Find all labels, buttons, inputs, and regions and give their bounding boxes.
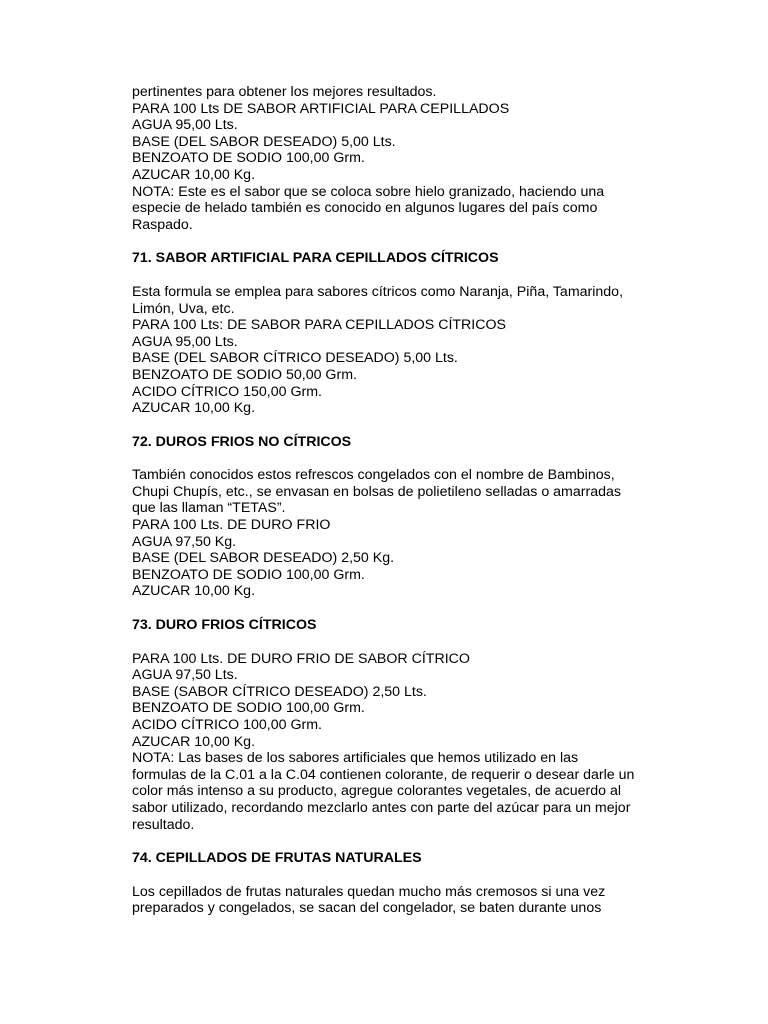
text-line: ACIDO CÍTRICO 100,00 Grm. [132,717,322,733]
spacer [132,233,652,250]
text-line: BASE (DEL SABOR CÍTRICO DESEADO) 5,00 Lts. [132,350,458,367]
spacer [132,833,652,850]
text-line: AZUCAR 10,00 Kg. [132,733,256,750]
text-line: Limón, Uva, etc. [132,300,235,317]
text-line: AGUA 97,50 Lts. [132,667,238,684]
text-line: También conocidos estos refrescos congelados con el nombre de Bambinos, [132,467,615,484]
text-line: NOTA: Las bases de los sabores artificiales que hemos utilizado en las [132,750,579,767]
section-heading: 71. SABOR ARTIFICIAL PARA CEPILLADOS CÍTRICOS [132,250,499,267]
intro-block [132,84,652,233]
text-line: resultado. [132,816,195,833]
section-73 [132,617,652,833]
text-line: especie de helado también es conocido en algunos lugares del país como [132,200,598,217]
spacer [132,600,652,617]
text-line: sabor utilizado, recordando mezclarlo antes con parte del azúcar para un mejor [132,799,631,816]
text-line: AGUA 97,50 Kg. [132,533,237,550]
text-line: AGUA 95,00 Lts. [132,117,238,134]
text-line: formulas de la C.01 a la C.04 contienen colorante, de requerir o desear darle un [132,766,635,783]
text-line: preparados y congelados, se sacan del congelador, se baten durante unos [132,900,602,917]
text-line: NOTA: Este es el sabor que se coloca sobre hielo granizado, haciendo una [132,183,605,200]
text-line: PARA 100 Lts. DE DURO FRIO [132,517,331,534]
text-line: que las llaman “TETAS”. [132,500,286,517]
text-line: BASE (SABOR CÍTRICO DESEADO) 2,50 Lts. [132,683,427,700]
text-line: Chupi Chupís, etc., se envasan en bolsas de polietileno selladas o amarradas [132,483,621,500]
text-line: PARA 100 Lts: DE SABOR PARA CEPILLADOS CÍTRICOS [132,317,506,334]
text-line: ACIDO CÍTRICO 150,00 Grm. [132,383,322,400]
section-heading: 72. DUROS FRIOS NO CÍTRICOS [132,433,352,450]
text-line: BASE (DEL SABOR DESEADO) 5,00 Lts. [132,133,396,150]
spacer [132,867,652,884]
document-page [132,84,652,917]
text-line: color más intenso a su producto, agregue colorantes vegetales, de acuerdo al [132,783,621,800]
text-line: BENZOATO DE SODIO 50,00 Grm. [132,366,357,383]
text-line: AZUCAR 10,00 Kg. [132,583,256,600]
text-line: BENZOATO DE SODIO 100,00 Grm. [132,150,365,167]
section-72 [132,434,652,600]
text-line: AGUA 95,00 Lts. [132,333,238,350]
text-line: PARA 100 Lts. DE DURO FRIO DE SABOR CÍTRICO [132,650,470,667]
section-71 [132,250,652,416]
text-line: Raspado. [132,216,193,233]
text-line: BASE (DEL SABOR DESEADO) 2,50 Kg. [132,550,395,567]
text-line: AZUCAR 10,00 Kg. [132,166,256,183]
section-heading: 73. DURO FRIOS CÍTRICOS [132,617,317,634]
text-line: BENZOATO DE SODIO 100,00 Grm. [132,700,365,717]
spacer [132,267,652,284]
text-line: PARA 100 Lts DE SABOR ARTIFICIAL PARA CEPILLADOS [132,100,510,117]
text-line: AZUCAR 10,00 Kg. [132,400,256,417]
text-line: BENZOATO DE SODIO 100,00 Grm. [132,566,365,583]
spacer [132,634,652,651]
spacer [132,417,652,434]
section-74 [132,850,652,917]
text-line: Esta formula se emplea para sabores cítricos como Naranja, Piña, Tamarindo, [132,283,624,300]
spacer [132,450,652,467]
section-heading: 74. CEPILLADOS DE FRUTAS NATURALES [132,850,422,867]
text-line: Los cepillados de frutas naturales quedan mucho más cremosos si una vez [132,883,606,900]
text-line: pertinentes para obtener los mejores resultados. [132,84,437,100]
